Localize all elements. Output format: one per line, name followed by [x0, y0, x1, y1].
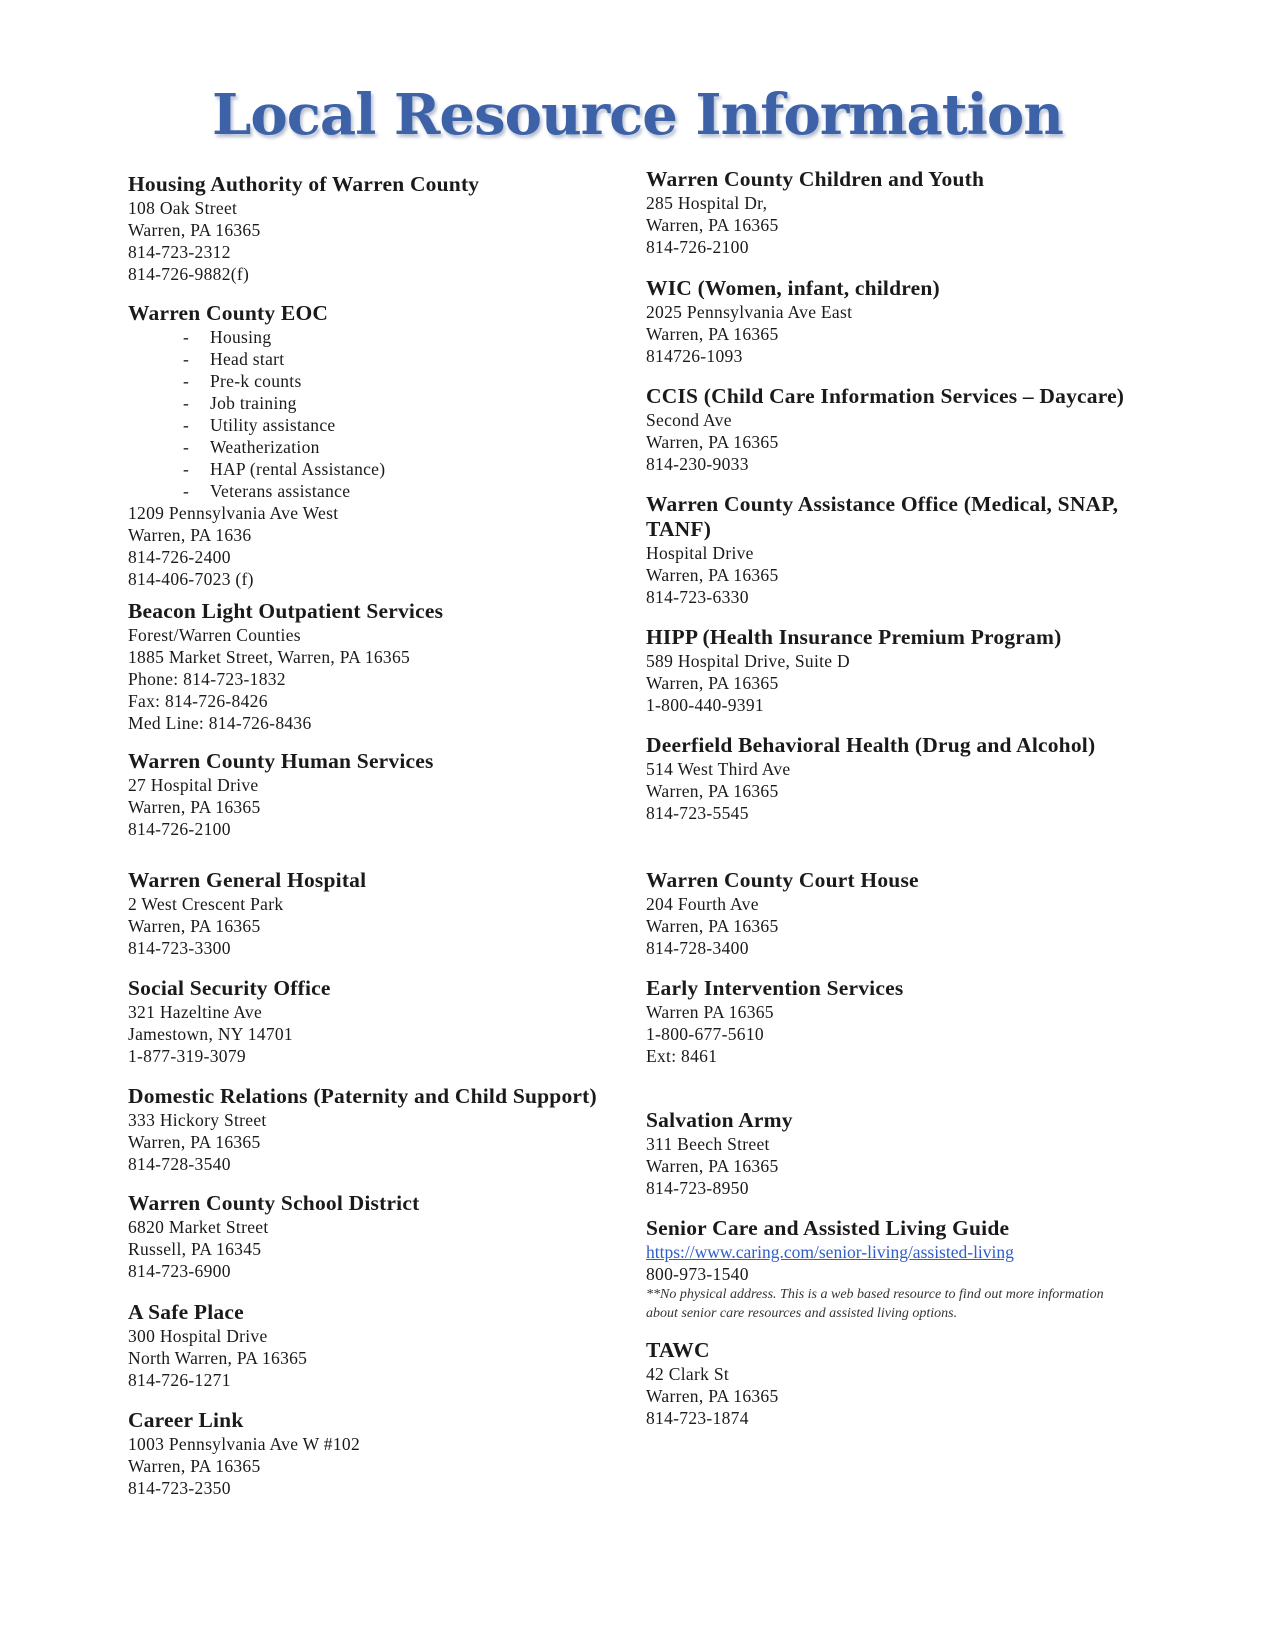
resource-entry: [646, 1338, 1126, 1429]
service-item: - Utility assistance: [183, 414, 598, 436]
resource-name: A Safe Place: [128, 1300, 244, 1324]
resource-detail-line: 814-726-2100: [646, 237, 749, 257]
resource-detail-line: Warren, PA 16365: [646, 781, 779, 801]
resource-detail-line: 42 Clark St: [646, 1364, 730, 1384]
resource-detail-line: 300 Hospital Drive: [128, 1326, 268, 1346]
resource-note: **No physical address. This is a web based resource to find out more information about senior care resources and assisted living options.: [646, 1287, 1104, 1321]
resource-entry: [646, 1108, 1126, 1199]
service-item: - Head start: [183, 348, 598, 370]
resource-entry: [646, 384, 1126, 475]
resource-detail-line: North Warren, PA 16365: [128, 1348, 308, 1368]
resource-name: Early Intervention Services: [646, 976, 904, 1000]
resource-name: Housing Authority of Warren County: [128, 172, 480, 196]
resource-entry: [646, 167, 1126, 258]
service-item: - Housing: [183, 326, 598, 348]
resource-detail-line: 1885 Market Street, Warren, PA 16365: [128, 647, 411, 667]
resource-detail-line: 6820 Market Street: [128, 1217, 269, 1237]
resource-detail-line: Warren, PA 16365: [646, 1156, 779, 1176]
resource-detail-line: 1-800-440-9391: [646, 695, 764, 715]
resource-detail-line: 814-728-3540: [128, 1154, 231, 1174]
resource-detail-line: 2 West Crescent Park: [128, 894, 284, 914]
resource-detail-line: 814-723-1874: [646, 1408, 749, 1428]
resource-detail-line: 814-728-3400: [646, 938, 749, 958]
resource-detail-line: Warren, PA 16365: [646, 432, 779, 452]
resource-entry: [646, 868, 1126, 959]
resource-entry: [128, 301, 598, 590]
service-list: [128, 326, 598, 502]
resource-detail-line: Warren, PA 16365: [646, 673, 779, 693]
resource-detail-line: Hospital Drive: [646, 543, 754, 563]
resource-detail-line: 800-973-1540: [646, 1264, 749, 1284]
resource-detail-line: 814-726-1271: [128, 1370, 231, 1390]
resource-name: HIPP (Health Insurance Premium Program): [646, 625, 1062, 649]
resource-entry: [128, 749, 598, 840]
resource-detail-line: Ext: 8461: [646, 1046, 718, 1066]
resource-detail-line: Warren, PA 16365: [128, 220, 261, 240]
resource-detail-line: 814-726-9882(f): [128, 264, 250, 284]
resource-detail-line: 1209 Pennsylvania Ave West: [128, 503, 339, 523]
resource-detail-line: 814-230-9033: [646, 454, 749, 474]
resource-entry: [128, 1300, 598, 1391]
resource-name: Warren County EOC: [128, 301, 329, 325]
resource-name: Social Security Office: [128, 976, 331, 1000]
resource-detail-line: 814726-1093: [646, 346, 743, 366]
resource-detail-line: 321 Hazeltine Ave: [128, 1002, 263, 1022]
resource-name: WIC (Women, infant, children): [646, 276, 940, 300]
resource-link[interactable]: https://www.caring.com/senior-living/assisted-living: [646, 1242, 1014, 1262]
resource-detail-line: Warren, PA 16365: [128, 1456, 261, 1476]
resource-detail-line: 204 Fourth Ave: [646, 894, 759, 914]
resource-detail-line: Warren, PA 16365: [646, 324, 779, 344]
resource-detail-line: Warren, PA 16365: [128, 797, 261, 817]
resource-detail-line: 589 Hospital Drive, Suite D: [646, 651, 850, 671]
service-item: - Pre-k counts: [183, 370, 598, 392]
resource-name: Warren County Court House: [646, 868, 919, 892]
resource-entry: [128, 1191, 598, 1282]
resource-detail-line: Warren, PA 16365: [646, 916, 779, 936]
resource-detail-line: 814-723-3300: [128, 938, 231, 958]
resource-detail-line: 333 Hickory Street: [128, 1110, 267, 1130]
resource-detail-line: 814-406-7023 (f): [128, 569, 254, 589]
resource-detail-line: 814-726-2100: [128, 819, 231, 839]
resource-detail-line: 27 Hospital Drive: [128, 775, 259, 795]
resource-detail-line: 1003 Pennsylvania Ave W #102: [128, 1434, 360, 1454]
resource-detail-line: 311 Beech Street: [646, 1134, 770, 1154]
resource-detail-line: 814-723-2350: [128, 1478, 231, 1498]
page-title: Local Resource Information: [212, 82, 1063, 148]
resource-name: Warren County School District: [128, 1191, 420, 1215]
resource-detail-line: 108 Oak Street: [128, 198, 238, 218]
resource-entry: [646, 976, 1126, 1067]
resource-detail-line: Warren PA 16365: [646, 1002, 774, 1022]
resource-entry: [128, 868, 598, 959]
resource-detail-line: Forest/Warren Counties: [128, 625, 301, 645]
resource-entry: [646, 276, 1126, 367]
resource-detail-line: 285 Hospital Dr,: [646, 193, 768, 213]
resource-name: CCIS (Child Care Information Services – Daycare): [646, 384, 1125, 408]
resource-detail-line: 814-726-2400: [128, 547, 231, 567]
resource-detail-line: Warren, PA 1636: [128, 525, 252, 545]
resource-name: Career Link: [128, 1408, 244, 1432]
resource-detail-line: Jamestown, NY 14701: [128, 1024, 293, 1044]
resource-detail-line: Warren, PA 16365: [646, 565, 779, 585]
resource-name: Warren County Assistance Office (Medical, SNAP, TANF): [646, 492, 1119, 541]
resource-entry: [128, 1084, 598, 1175]
resource-entry: [646, 733, 1126, 824]
resource-entry: [128, 1408, 598, 1499]
resource-name: Warren County Children and Youth: [646, 167, 985, 191]
resource-detail-line: Warren, PA 16365: [128, 916, 261, 936]
resource-entry: [646, 492, 1126, 608]
resource-detail-line: 2025 Pennsylvania Ave East: [646, 302, 853, 322]
resource-detail-line: 814-723-6900: [128, 1261, 231, 1281]
resource-name: Deerfield Behavioral Health (Drug and Alcohol): [646, 733, 1096, 757]
service-item: - Weatherization: [183, 436, 598, 458]
resource-detail-line: 814-723-5545: [646, 803, 749, 823]
resource-detail-line: 814-723-2312: [128, 242, 231, 262]
resource-detail-line: 814-723-6330: [646, 587, 749, 607]
service-item: - Job training: [183, 392, 598, 414]
resource-detail-line: 814-723-8950: [646, 1178, 749, 1198]
service-item: - HAP (rental Assistance): [183, 458, 598, 480]
resource-entry: [646, 1216, 1126, 1323]
resource-name: Beacon Light Outpatient Services: [128, 599, 444, 623]
resource-name: Salvation Army: [646, 1108, 793, 1132]
resource-detail-line: Warren, PA 16365: [646, 215, 779, 235]
resource-name: Warren County Human Services: [128, 749, 434, 773]
resource-entry: [128, 599, 598, 734]
resource-detail-line: Russell, PA 16345: [128, 1239, 262, 1259]
resource-detail-line: Phone: 814-723-1832: [128, 669, 286, 689]
resource-entry: [646, 625, 1126, 716]
resource-name: Domestic Relations (Paternity and Child Support): [128, 1084, 597, 1108]
resource-detail-line: Warren, PA 16365: [646, 1386, 779, 1406]
resource-entry: [128, 172, 598, 285]
resource-name: Senior Care and Assisted Living Guide: [646, 1216, 1010, 1240]
resource-detail-line: Warren, PA 16365: [128, 1132, 261, 1152]
resource-detail-line: Fax: 814-726-8426: [128, 691, 268, 711]
resource-detail-line: Second Ave: [646, 410, 732, 430]
resource-detail-line: 1-877-319-3079: [128, 1046, 246, 1066]
resource-entry: [128, 976, 598, 1067]
resource-name: Warren General Hospital: [128, 868, 367, 892]
resource-detail-line: 514 West Third Ave: [646, 759, 791, 779]
service-item: - Veterans assistance: [183, 480, 598, 502]
resource-name: TAWC: [646, 1338, 710, 1362]
resource-detail-line: 1-800-677-5610: [646, 1024, 764, 1044]
resource-detail-line: Med Line: 814-726-8436: [128, 713, 312, 733]
